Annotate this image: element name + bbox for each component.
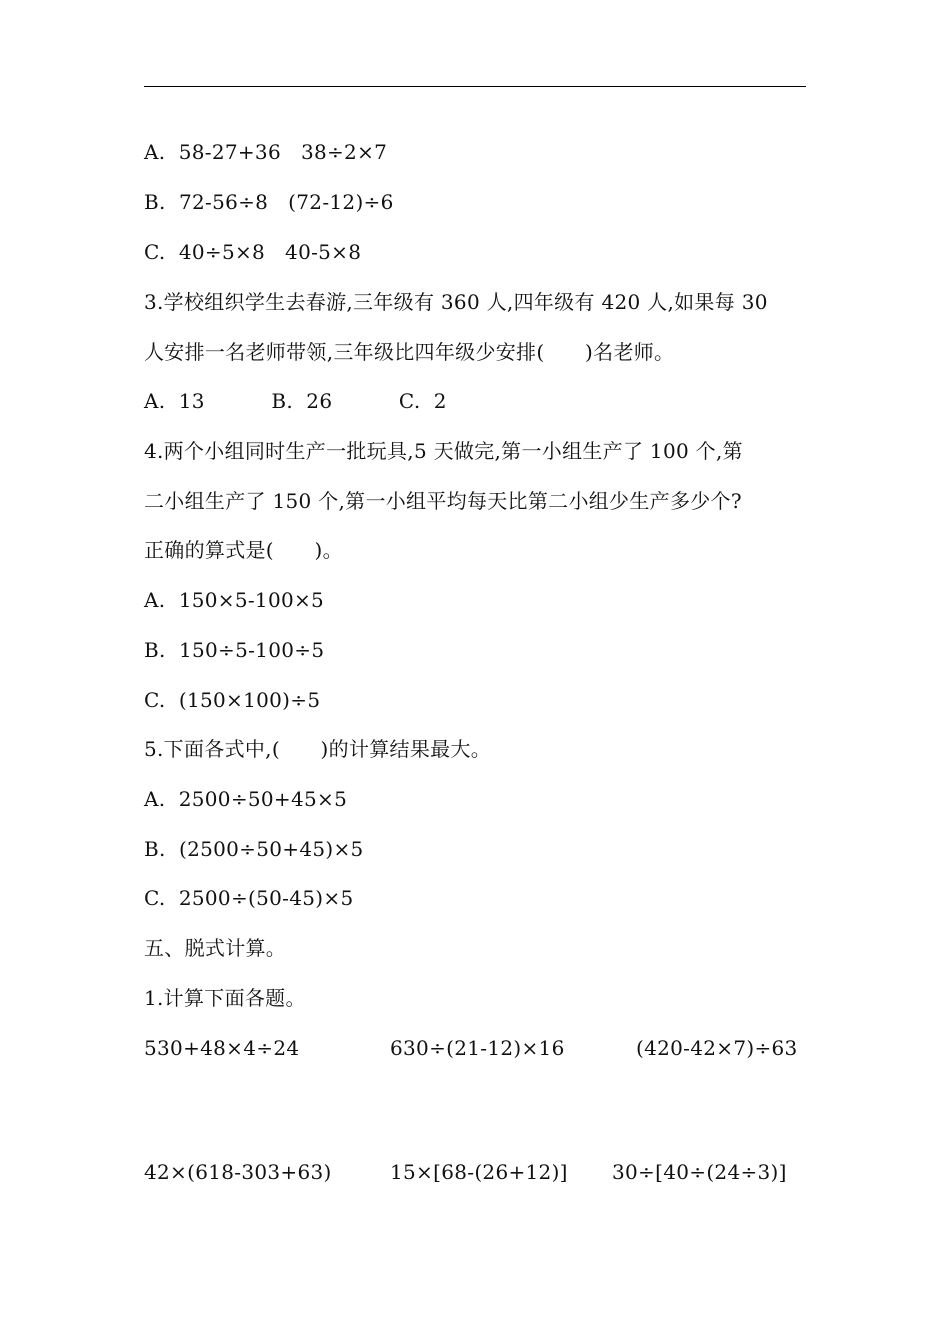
expression-3: (420-42×7)÷63 bbox=[636, 1036, 798, 1060]
q4-option-b: B. 150÷5-100÷5 bbox=[144, 638, 325, 662]
expression-5: 15×[68-(26+12)] bbox=[390, 1160, 568, 1184]
prev-option-a: A. 58-27+36 38÷2×7 bbox=[144, 140, 388, 164]
q5-option-c: C. 2500÷(50-45)×5 bbox=[144, 886, 354, 910]
q4-option-c: C. (150×100)÷5 bbox=[144, 688, 321, 712]
q3-text-line1: 3.学校组织学生去春游,三年级有 360 人,四年级有 420 人,如果每 30 bbox=[144, 290, 768, 314]
expression-4: 42×(618-303+63) bbox=[144, 1160, 332, 1184]
q4-text-line2: 二小组生产了 150 个,第一小组平均每天比第二小组少生产多少个? bbox=[144, 489, 742, 513]
q4-option-a: A. 150×5-100×5 bbox=[144, 588, 325, 612]
q5-question: 5.下面各式中,( )的计算结果最大。 bbox=[144, 737, 492, 761]
prev-option-c: C. 40÷5×8 40-5×8 bbox=[144, 240, 362, 264]
q3-options: A. 13 B. 26 C. 2 bbox=[144, 389, 447, 413]
expression-2: 630÷(21-12)×16 bbox=[390, 1036, 565, 1060]
expression-1: 530+48×4÷24 bbox=[144, 1036, 300, 1060]
section-title: 五、脱式计算。 bbox=[144, 936, 287, 960]
q4-text-line1: 4.两个小组同时生产一批玩具,5 天做完,第一小组生产了 100 个,第 bbox=[144, 439, 743, 463]
q5-option-b: B. (2500÷50+45)×5 bbox=[144, 837, 364, 861]
q3-text-line2: 人安排一名老师带领,三年级比四年级少安排( )名老师。 bbox=[144, 340, 675, 364]
subsection-title: 1.计算下面各题。 bbox=[144, 986, 306, 1010]
q4-text-line3: 正确的算式是( )。 bbox=[144, 538, 343, 562]
header-rule bbox=[144, 86, 806, 87]
prev-option-b: B. 72-56÷8 (72-12)÷6 bbox=[144, 190, 394, 214]
expression-6: 30÷[40÷(24÷3)] bbox=[612, 1160, 787, 1184]
q5-option-a: A. 2500÷50+45×5 bbox=[144, 787, 348, 811]
